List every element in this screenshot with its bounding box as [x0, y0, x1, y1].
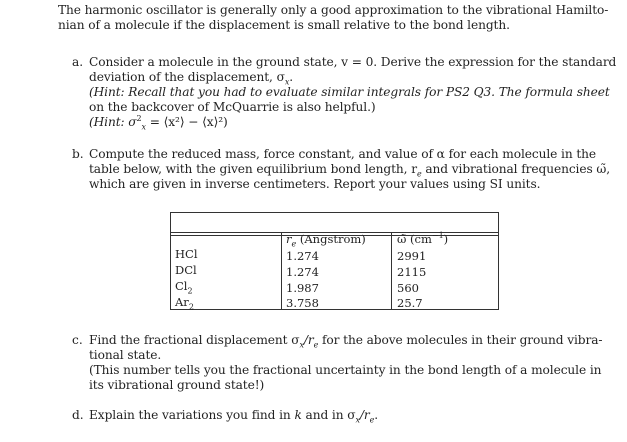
sigma-subscript: x	[299, 340, 304, 350]
part-a-line-text: deviation of the displacement, σ	[89, 70, 285, 84]
part-b-line: which are given in inverse centimeters. Report your values using SI units.	[89, 177, 541, 191]
part-b-line-rest: and vibrational frequencies ω̃,	[421, 162, 610, 176]
force-constant-symbol: k	[294, 408, 302, 422]
frequency-value: 2991	[397, 249, 427, 263]
part-c-line-text: Find the fractional displacement σ	[89, 333, 300, 347]
part-c-line: tional state.	[89, 348, 162, 362]
hint-formula-rest: = ⟨x²⟩ − ⟨x⟩²)	[145, 115, 228, 129]
molecule-name: DCl	[175, 263, 197, 277]
header-w-sup: −1	[431, 231, 444, 241]
header-w-text: ω̃ (cm	[397, 232, 432, 246]
header-r-unit: (Angstrom)	[296, 232, 366, 246]
part-c-line	[89, 333, 603, 350]
re-subscript: e	[416, 169, 422, 179]
part-d-label: d.	[72, 408, 84, 422]
table-column-divider	[391, 232, 392, 309]
molecule-symbol: Cl	[175, 279, 188, 293]
part-c-label: c.	[72, 333, 83, 347]
molecule-name	[175, 279, 193, 296]
part-d-start: Explain the variations you find in	[89, 408, 295, 422]
part-a-label: a.	[72, 55, 84, 69]
part-c-text	[89, 333, 603, 393]
part-a-hint: (Hint: Recall that you had to evaluate similar integrals for PS2 Q3. The formula sheet	[89, 85, 610, 99]
bond-length-value: 1.274	[286, 249, 319, 263]
hint-label: (Hint: σ	[89, 115, 137, 129]
sigma-subscript: x	[284, 77, 290, 87]
ratio-slash: /r	[303, 333, 314, 347]
part-d-line	[89, 408, 599, 423]
bond-length-value: 1.274	[286, 265, 319, 279]
intro-line: The harmonic oscillator is generally only a good approximation to the vibrational Hamilto-	[58, 3, 609, 17]
part-c-line-rest: for the above molecules in their ground vibra-	[318, 333, 603, 347]
header-r-symbol: r	[286, 232, 292, 246]
bond-length-value: 1.987	[286, 281, 319, 295]
part-a-line-end: .	[289, 70, 294, 84]
ratio-slash: /r	[359, 408, 370, 422]
sigma-subscript: x	[355, 415, 360, 425]
frequency-value: 25.7	[397, 296, 423, 310]
part-c-note: its vibrational ground state!)	[89, 378, 265, 392]
part-a-text	[89, 55, 617, 132]
part-d-mid: and in σ	[301, 408, 356, 422]
molecule-subscript: 2	[188, 302, 194, 312]
hint-sub: x	[141, 122, 146, 132]
frequency-value: 560	[397, 281, 419, 295]
molecule-name: HCl	[175, 247, 198, 261]
intro-line: nian of a molecule if the displacement is small relative to the bond length.	[58, 18, 510, 32]
bond-length-value: 3.758	[286, 296, 319, 310]
frequency-value: 2115	[397, 265, 427, 279]
molecule-subscript: 2	[187, 286, 193, 296]
molecule-table	[170, 212, 499, 310]
part-d-text	[89, 408, 599, 423]
header-frequency	[397, 233, 448, 246]
part-b-line: Compute the reduced mass, force constant, and value of α for each molecule in the	[89, 147, 597, 161]
part-b-text	[89, 147, 610, 192]
intro-paragraph	[58, 3, 618, 33]
part-b-line	[89, 162, 610, 179]
part-c-note: (This number tells you the fractional uncertainty in the bond length of a molecule in	[89, 363, 602, 377]
re-subscript: e	[369, 415, 375, 425]
hint-sup: 2	[136, 113, 142, 123]
part-b-label: b.	[72, 147, 84, 161]
re-subscript: e	[313, 340, 319, 350]
header-w-end: )	[443, 232, 449, 246]
part-d-end: .	[374, 408, 379, 422]
part-a-line	[89, 70, 599, 85]
molecule-name	[175, 295, 194, 312]
part-a-hint-formula	[89, 115, 599, 130]
part-a-line: Consider a molecule in the ground state, v = 0. Derive the expression for the standard	[89, 55, 617, 69]
part-a-hint: on the backcover of McQuarrie is also helpful.)	[89, 100, 376, 114]
header-bond-length	[286, 232, 366, 249]
table-column-divider	[281, 232, 282, 309]
part-b-line-text: table below, with the given equilibrium bond length, r	[89, 162, 417, 176]
header-r-sub: e	[291, 239, 297, 249]
molecule-symbol: Ar	[175, 295, 189, 309]
